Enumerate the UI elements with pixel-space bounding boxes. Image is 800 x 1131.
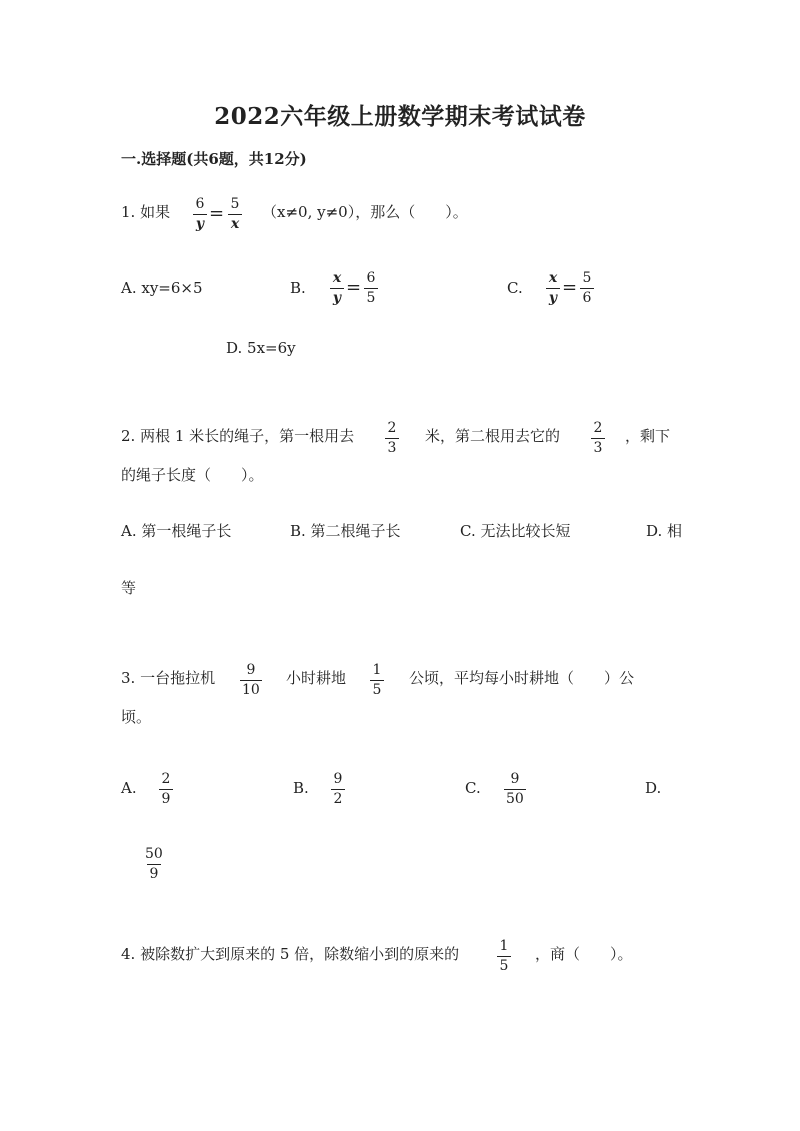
numerator: 9 <box>333 771 343 787</box>
q2-text-line2: 的绳子长度（ ）。 <box>121 466 264 484</box>
numerator: 2 <box>593 420 603 436</box>
q1-option-b-label: B. <box>290 279 306 297</box>
numerator: 6 <box>366 270 376 286</box>
q3-option-c-fraction <box>504 771 526 808</box>
q3-option-b-fraction <box>331 771 345 808</box>
denominator: 2 <box>331 789 345 808</box>
q3-text-line2: 顷。 <box>121 708 152 726</box>
q3-fraction-2 <box>370 662 384 699</box>
denominator: 3 <box>385 438 399 457</box>
q3-option-d-fraction <box>143 846 165 883</box>
q3-fraction-1 <box>240 662 262 699</box>
q2-option-a: A. 第一根绳子长 <box>121 522 232 540</box>
numerator: 1 <box>499 938 509 954</box>
denominator: 5 <box>497 956 511 975</box>
denominator: y <box>546 288 560 307</box>
numerator: 5 <box>582 270 592 286</box>
q2-option-d: D. 相 <box>646 522 683 540</box>
q3-option-b-label: B. <box>293 779 309 797</box>
q2-text-part1: 2. 两根 1 米长的绳子，第一根用去 <box>121 427 355 445</box>
denominator: 9 <box>159 789 173 808</box>
q1-option-c-label: C. <box>507 279 523 297</box>
denominator: 3 <box>591 438 605 457</box>
section-heading: 一.选择题(共6题，共12分) <box>121 150 307 168</box>
denominator: 50 <box>506 791 524 807</box>
numerator: 50 <box>145 846 163 862</box>
denominator: y <box>193 214 207 233</box>
q1-fraction-lhs <box>193 196 207 233</box>
q3-text-part3: 公顷，平均每小时耕地（ ）公 <box>409 669 635 687</box>
q1-fraction-rhs <box>228 196 242 233</box>
q2-fraction-1 <box>385 420 399 457</box>
q1-option-d: D. 5x=6y <box>226 339 296 357</box>
numerator: 2 <box>161 771 171 787</box>
numerator: 5 <box>230 196 240 212</box>
equals-sign: = <box>209 203 225 224</box>
numerator: 1 <box>372 662 382 678</box>
denominator: 10 <box>242 682 260 698</box>
numerator: x <box>332 270 342 286</box>
q1-option-b-fraction-lhs <box>330 270 344 307</box>
q1-option-b-fraction-rhs <box>364 270 378 307</box>
q3-option-a-fraction <box>159 771 173 808</box>
q2-option-c: C. 无法比较长短 <box>460 522 571 540</box>
q3-option-c-label: C. <box>465 779 481 797</box>
q1-prefix: 1. 如果 <box>121 203 171 221</box>
q2-text-part3: ，剩下 <box>625 427 671 445</box>
q3-text-part1: 3. 一台拖拉机 <box>121 669 216 687</box>
q1-option-a: A. xy=6×5 <box>121 279 203 297</box>
numerator: 9 <box>246 662 256 678</box>
q3-text-part2: 小时耕地 <box>286 669 347 687</box>
equals-sign: = <box>346 277 362 298</box>
denominator: y <box>330 288 344 307</box>
page-title: 2022六年级上册数学期末考试试卷 <box>214 103 586 130</box>
denominator: x <box>228 214 242 233</box>
q4-text-part1: 4. 被除数扩大到原来的 5 倍，除数缩小到的原来的 <box>121 945 460 963</box>
q2-text-part2: 米，第二根用去它的 <box>425 427 561 445</box>
numerator: 9 <box>510 771 520 787</box>
q1-option-c-fraction-rhs <box>580 270 594 307</box>
numerator: 6 <box>195 196 205 212</box>
q1-condition: （x≠0, y≠0），那么（ ）。 <box>262 203 468 221</box>
q2-fraction-2 <box>591 420 605 457</box>
denominator: 5 <box>370 680 384 699</box>
q4-fraction-1 <box>497 938 511 975</box>
denominator: 6 <box>580 288 594 307</box>
equals-sign: = <box>562 277 578 298</box>
q2-option-d-wrap: 等 <box>121 579 137 597</box>
q3-option-d-label: D. <box>645 779 662 797</box>
q2-option-b: B. 第二根绳子长 <box>290 522 401 540</box>
q1-option-c-fraction-lhs <box>546 270 560 307</box>
q3-option-a-label: A. <box>121 779 137 797</box>
numerator: x <box>548 270 558 286</box>
denominator: 9 <box>147 864 161 883</box>
numerator: 2 <box>387 420 397 436</box>
q4-text-part2: ，商（ ）。 <box>535 945 633 963</box>
denominator: 5 <box>364 288 378 307</box>
